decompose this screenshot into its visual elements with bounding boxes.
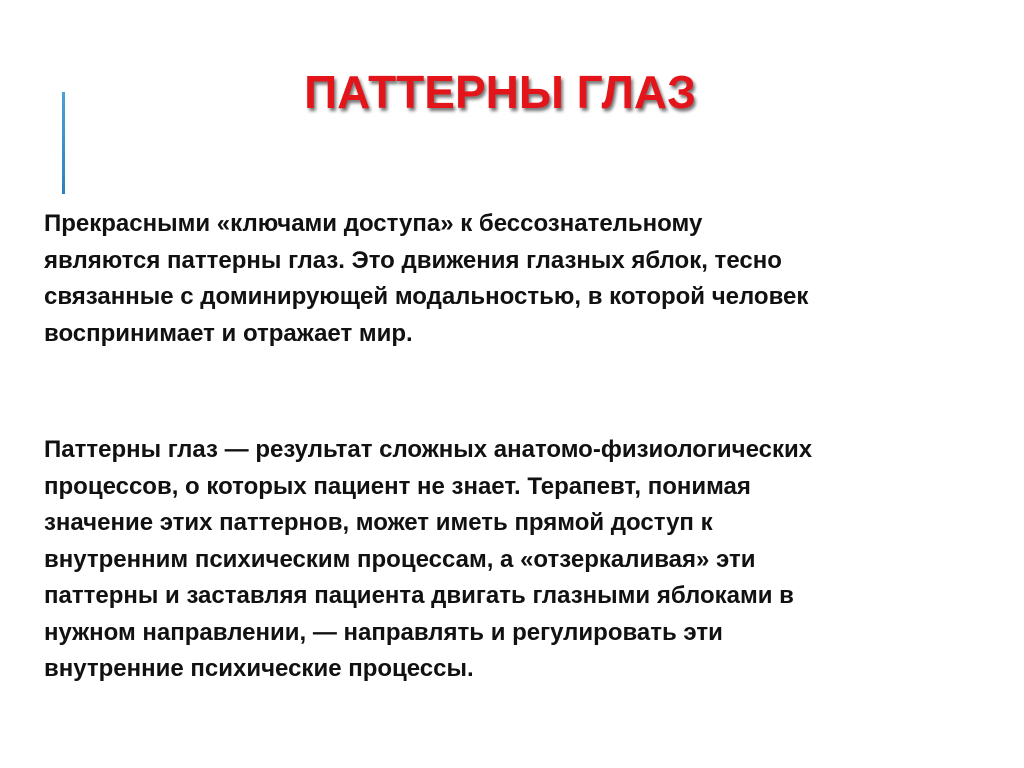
paragraph-line: воспринимает и отражает мир.: [44, 319, 413, 347]
paragraph-line: процессов, о которых пациент не знает. Терапевт, понимая: [44, 472, 751, 500]
paragraph-line: Прекрасными «ключами доступа» к бессознательному: [44, 210, 703, 237]
paragraph-intro: [44, 206, 1004, 352]
slide-title: ПАТТЕРНЫ ГЛАЗ: [304, 66, 696, 118]
paragraph-line: Паттерны глаз — результат сложных анатомо-физиологических: [44, 436, 813, 463]
paragraph-line: паттерны и заставляя пациента двигать глазными яблоками в: [44, 582, 794, 609]
paragraph-details: [44, 432, 1004, 688]
paragraph-line: нужном направлении, — направлять и регулировать эти: [44, 618, 723, 646]
paragraph-line: внутренним психическим процессам, а «отзеркаливая» эти: [44, 545, 756, 573]
paragraph-line: значение этих паттернов, может иметь прямой доступ к: [44, 509, 713, 536]
paragraph-line: внутренние психические процессы.: [44, 655, 474, 682]
paragraph-line: связанные с доминирующей модальностью, в которой человек: [44, 283, 809, 310]
paragraph-line: являются паттерны глаз. Это движения глазных яблок, тесно: [44, 246, 782, 274]
